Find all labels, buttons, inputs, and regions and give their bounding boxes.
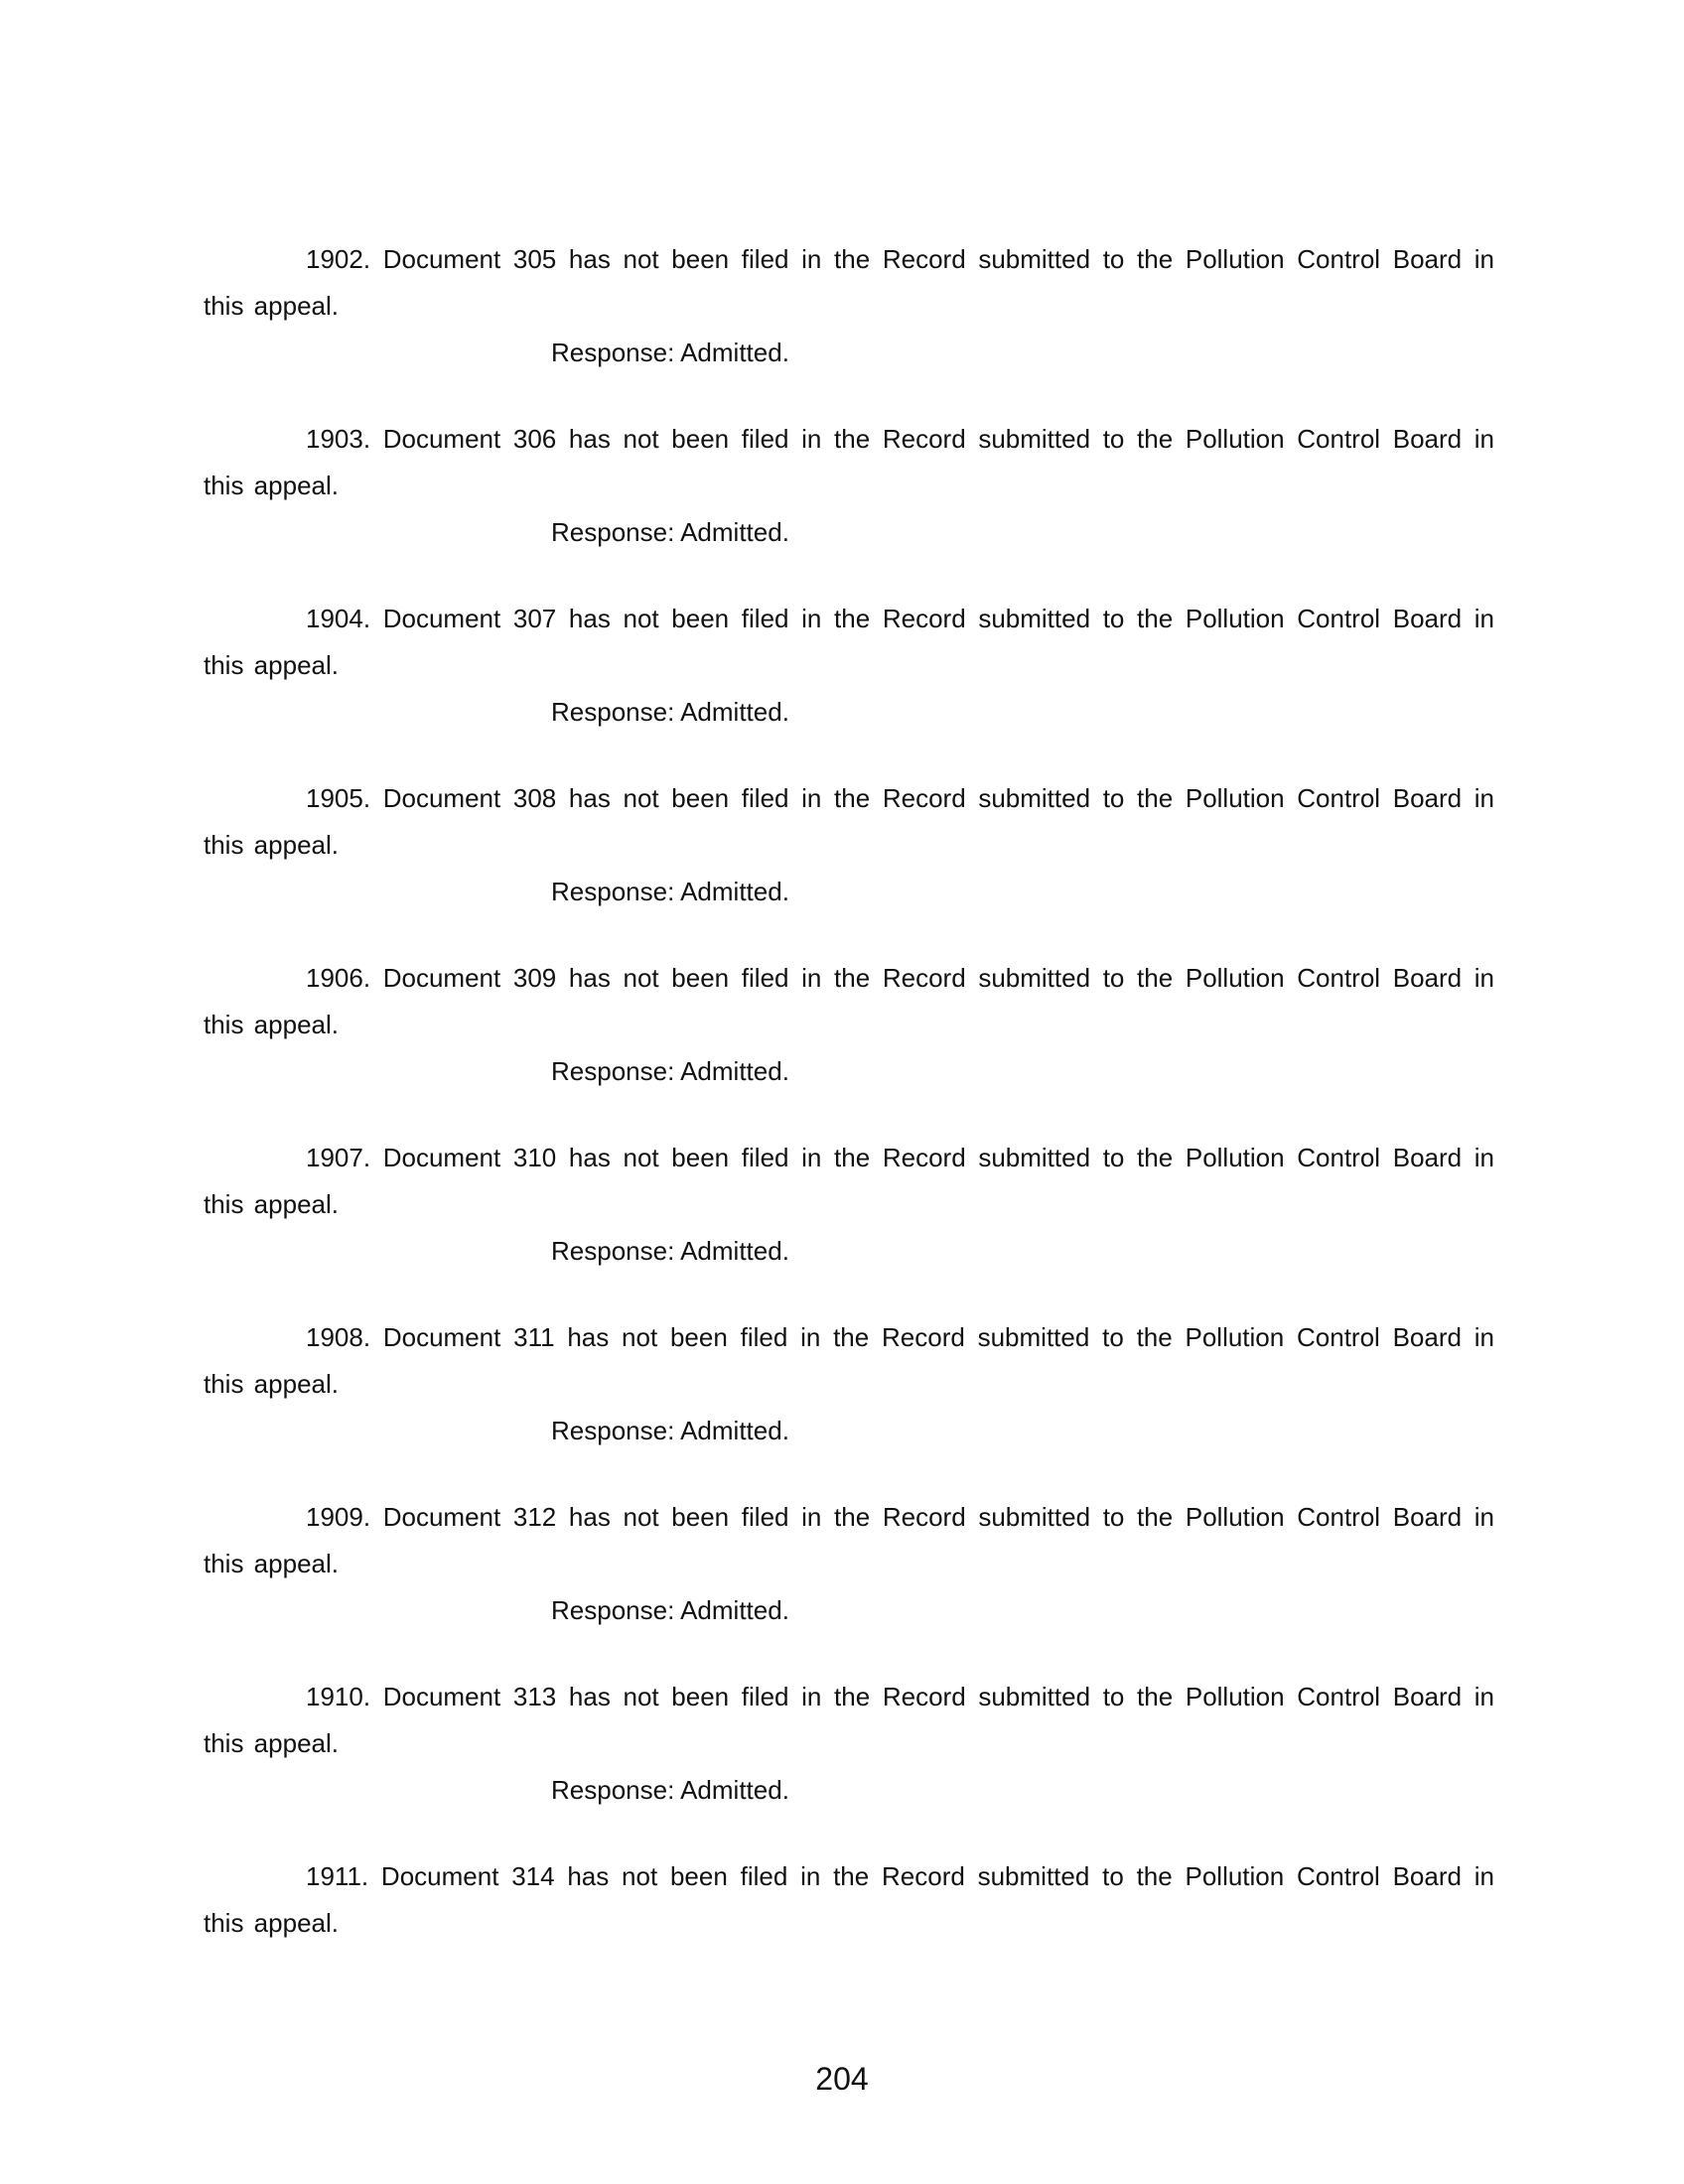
page-number: 204 [815, 2061, 869, 2097]
paragraph-text: 1908. Document 311 has not been filed in the Record submitted to the Pollution Control Board in this appeal. [204, 1322, 1494, 1399]
response-text: Response: Admitted. [551, 517, 789, 547]
response-text: Response: Admitted. [551, 1775, 789, 1805]
paragraph-list [204, 236, 1494, 1987]
paragraph-1907 [204, 1135, 1494, 1274]
paragraph-1905 [204, 775, 1494, 914]
paragraph-1910 [204, 1674, 1494, 1813]
paragraph-text: 1904. Document 307 has not been filed in the Record submitted to the Pollution Control Board in this appeal. [204, 604, 1494, 680]
paragraph-1903 [204, 416, 1494, 555]
paragraph-text: 1902. Document 305 has not been filed in the Record submitted to the Pollution Control Board in this appeal. [204, 244, 1494, 321]
response-text: Response: Admitted. [551, 338, 789, 367]
paragraph-text: 1906. Document 309 has not been filed in the Record submitted to the Pollution Control Board in this appeal. [204, 963, 1494, 1039]
response-text: Response: Admitted. [551, 1416, 789, 1445]
paragraph-text: 1909. Document 312 has not been filed in the Record submitted to the Pollution Control Board in this appeal. [204, 1502, 1494, 1578]
paragraph-text: 1903. Document 306 has not been filed in the Record submitted to the Pollution Control Board in this appeal. [204, 424, 1494, 500]
paragraph-text: 1905. Document 308 has not been filed in the Record submitted to the Pollution Control Board in this appeal. [204, 783, 1494, 860]
paragraph-1904 [204, 596, 1494, 735]
paragraph-1909 [204, 1494, 1494, 1633]
paragraph-1902 [204, 236, 1494, 375]
paragraph-1906 [204, 955, 1494, 1094]
response-text: Response: Admitted. [551, 1056, 789, 1086]
response-text: Response: Admitted. [551, 877, 789, 906]
response-text: Response: Admitted. [551, 697, 789, 727]
paragraph-text: 1911. Document 314 has not been filed in the Record submitted to the Pollution Control Board in this appeal. [204, 1861, 1494, 1938]
paragraph-1911 [204, 1853, 1494, 1947]
paragraph-1908 [204, 1314, 1494, 1453]
response-text: Response: Admitted. [551, 1236, 789, 1266]
paragraph-text: 1910. Document 313 has not been filed in the Record submitted to the Pollution Control Board in this appeal. [204, 1682, 1494, 1758]
response-text: Response: Admitted. [551, 1595, 789, 1625]
paragraph-text: 1907. Document 310 has not been filed in the Record submitted to the Pollution Control Board in this appeal. [204, 1143, 1494, 1219]
